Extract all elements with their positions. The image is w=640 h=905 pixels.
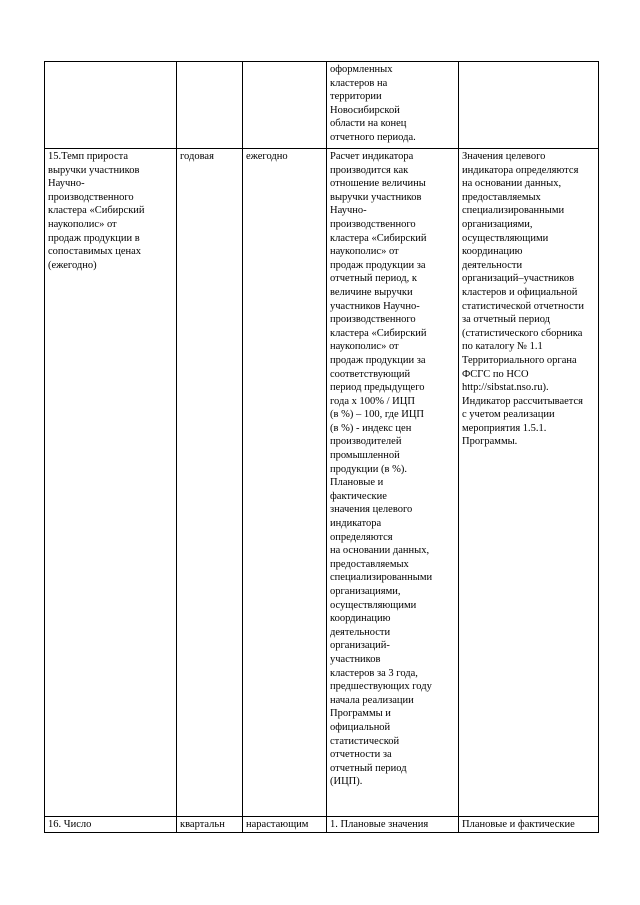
indicator-name-cell	[45, 817, 177, 833]
periodicity-cell	[177, 817, 243, 833]
table-row-16	[45, 817, 599, 833]
data-source-cell	[459, 62, 599, 149]
data-source-cell	[459, 149, 599, 817]
indicator-name-text: 16. Число	[48, 819, 92, 830]
calculation-method-cell	[327, 817, 459, 833]
table-row-continued	[45, 62, 599, 149]
table-row-15	[45, 149, 599, 817]
indicator-table	[44, 61, 599, 833]
data-source-cell	[459, 817, 599, 833]
value-type-cell	[243, 817, 327, 833]
calculation-method-text: оформленных кластеров на территории Новосибирской области на конец отчетного периода.	[330, 64, 416, 143]
value-type-cell	[243, 62, 327, 149]
calculation-method-text: 1. Плановые значения	[330, 819, 429, 830]
data-source-text: Значения целевого индикатора определяются на основании данных, предоставляемых специализированными организациями, осуществляющими координацию деятельности организаций–участников кластеров и официальной статистической отчетности за отчетный период (статистического сборника по каталогу № 1.1 Территориального органа ФСГС по НСО http://sibstat.nso.ru). Индикатор рассчитывается с учетом реализации мероприятия 1.5.1. Программы.	[462, 151, 584, 448]
calculation-method-cell	[327, 149, 459, 817]
calculation-method-cell	[327, 62, 459, 149]
data-source-text: Плановые и фактические	[462, 819, 575, 830]
periodicity-cell	[177, 149, 243, 817]
indicator-name-text: 15.Темп прироста выручки участников Научно- производственного кластера «Сибирский наукополис» от продаж продукции в сопоставимых ценах (ежегодно)	[48, 151, 145, 271]
indicator-name-cell	[45, 62, 177, 149]
value-type-cell	[243, 149, 327, 817]
value-type-text: ежегодно	[246, 151, 288, 162]
periodicity-cell	[177, 62, 243, 149]
periodicity-text: годовая	[180, 151, 214, 162]
periodicity-text: квартальн	[180, 819, 225, 830]
indicator-name-cell	[45, 149, 177, 817]
calculation-method-text: Расчет индикатора производится как отношение величины выручки участников Научно- производственного кластера «Сибирский наукополис» от продаж продукции за отчетный период, к величине выручки участников Научно- производственного кластера «Сибирский наукополис» от продаж продукции за соответствующий период предыдущего года х 100% / ИЦП (в %) – 100, где ИЦП (в %) - индекс цен производителей промышленной продукции (в %). Плановые и фактические значения целевого индикатора определяются на основании данных, предоставляемых специализированными организациями, осуществляющими координацию деятельности организаций- участников кластеров за 3 года, предшествующих году начала реализации Программы и официальной статистической отчетности за отчетный период (ИЦП).	[330, 151, 433, 788]
value-type-text: нарастающим	[246, 819, 309, 830]
